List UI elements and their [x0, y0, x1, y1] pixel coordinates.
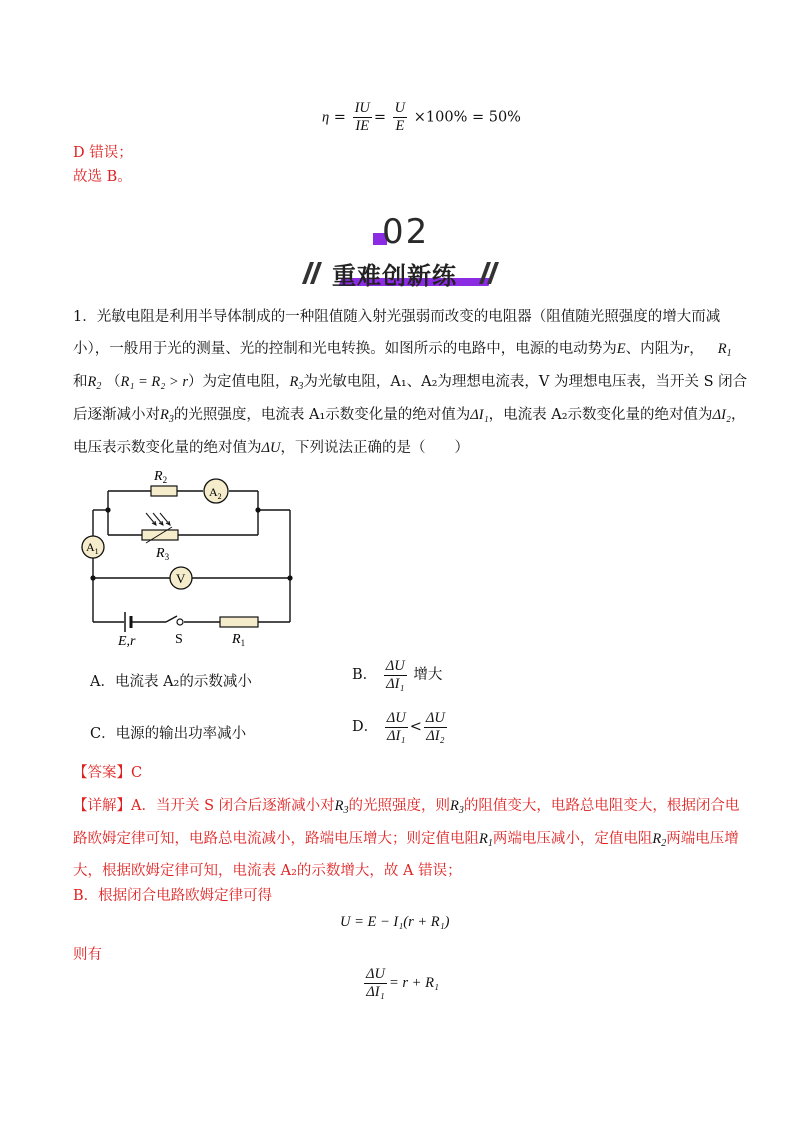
eta-symbol: η — [322, 109, 330, 126]
resistor-r2 — [151, 486, 177, 496]
junction-dot — [90, 575, 95, 580]
switch-blade — [166, 616, 177, 622]
option-a[interactable]: A．电流表 A₂的示数减小 — [90, 674, 252, 690]
question-line-1: 1．光敏电阻是利用半导体制成的一种阻值随入射光强弱而改变的电阻器（阻值随光照强度的增大而减 — [73, 309, 721, 325]
conclusion-text: 故选 B。 — [73, 169, 132, 185]
light-arrows-icon — [146, 513, 170, 525]
label-v: V — [176, 571, 186, 586]
delta-i2-symbol: ΔI₂ — [712, 407, 731, 423]
option-c[interactable]: C．电源的输出功率减小 — [90, 726, 247, 742]
efficiency-formula: η = $\frac{IU}{IE}$ = $\frac{U}{E}$ ×100% = 50% — [322, 100, 521, 134]
explain-b-line: B．根据闭合电路欧姆定律可得 — [73, 888, 273, 904]
section-banner — [300, 210, 500, 290]
delta-i1-symbol: ΔI₁ — [470, 407, 489, 423]
junction-dot — [255, 507, 260, 512]
explain-line-3: 大，根据欧姆定律可知，电流表 A₂的示数增大，故 A 错误； — [73, 863, 462, 879]
explain-line-2: 路欧姆定律可知，电路总电流减小，路端电压增大；则定值电阻$R_1$两端电压减小，定值电阻$R_2$两端电压增 — [73, 831, 739, 849]
label-a1: $A_1$ — [86, 540, 99, 556]
label-r2: $R_2$ — [154, 469, 168, 485]
label-er: E,r — [118, 634, 136, 649]
explain-line-1: 【详解】A．当开关 S 闭合后逐渐减小对$R_3$的光照强度，则$R_3$的阻值变大，电路总电阻变大，根据闭合电 — [73, 798, 740, 816]
question-line-3: 和$R_2$ （R₁ = R₂ > r）为定值电阻，$R_3$为光敏电阻，A₁、A₂为理想电流表，V 为理想电压表，当开关 S 闭合 — [73, 374, 748, 392]
answer-label: 【答案】C — [73, 765, 143, 781]
r1-symbol: $R_1$ — [717, 341, 732, 359]
label-r3: $R_3$ — [156, 546, 170, 562]
switch-contact — [177, 619, 183, 625]
equation-ohms-law: U = E − I₁(r + R₁) — [340, 914, 450, 930]
junction-dot — [105, 507, 110, 512]
label-r1: $R_1$ — [232, 632, 246, 648]
question-line-2: 小），一般用于光的测量、光的控制和光电转换。如图所示的电路中，电源的电动势为E、内阻为r， $R_1$ — [73, 341, 732, 359]
question-line-5: 电压表示数变化量的绝对值为ΔU，下列说法正确的是（ ） — [73, 440, 469, 456]
then-text: 则有 — [73, 947, 102, 963]
fraction-iu-ie: $\frac{IU}{IE}$ — [354, 100, 370, 134]
resistor-condition: R₁ = R₂ > r — [120, 374, 188, 390]
delta-u-symbol: ΔU — [261, 440, 281, 456]
d-wrong-text: D 错误； — [73, 145, 133, 161]
option-d[interactable]: D． $\frac{\Delta U}{\text{ΔI₁}}$ < $\frac{\Delta U}{\text{ΔI₂}}$ — [352, 710, 445, 744]
circuit-diagram — [70, 465, 310, 650]
resistor-r1 — [220, 617, 258, 627]
equation-ratio: $\frac{\Delta U}{\text{ΔI₁}}$ = r + R₁ — [366, 966, 439, 1000]
junction-dot — [287, 575, 292, 580]
fraction-u-e: $\frac{U}{E}$ — [394, 100, 406, 134]
photoresistor-r3 — [142, 530, 178, 540]
label-a2: $A_2$ — [209, 485, 222, 501]
section-title: 重难创新练 — [332, 262, 457, 290]
section-number: 02 — [382, 212, 430, 252]
label-s: S — [175, 632, 183, 647]
question-line-4: 后逐渐减小对$R_3$的光照强度，电流表 A₁示数变化量的绝对值为ΔI₁，电流表 A₂示数变化量的绝对值为ΔI₂， — [73, 407, 746, 425]
option-b[interactable]: B． $\frac{\Delta U}{\text{ΔI₁}}$ 增大 — [352, 658, 443, 692]
efficiency-result: ×100% = 50% — [413, 109, 521, 126]
